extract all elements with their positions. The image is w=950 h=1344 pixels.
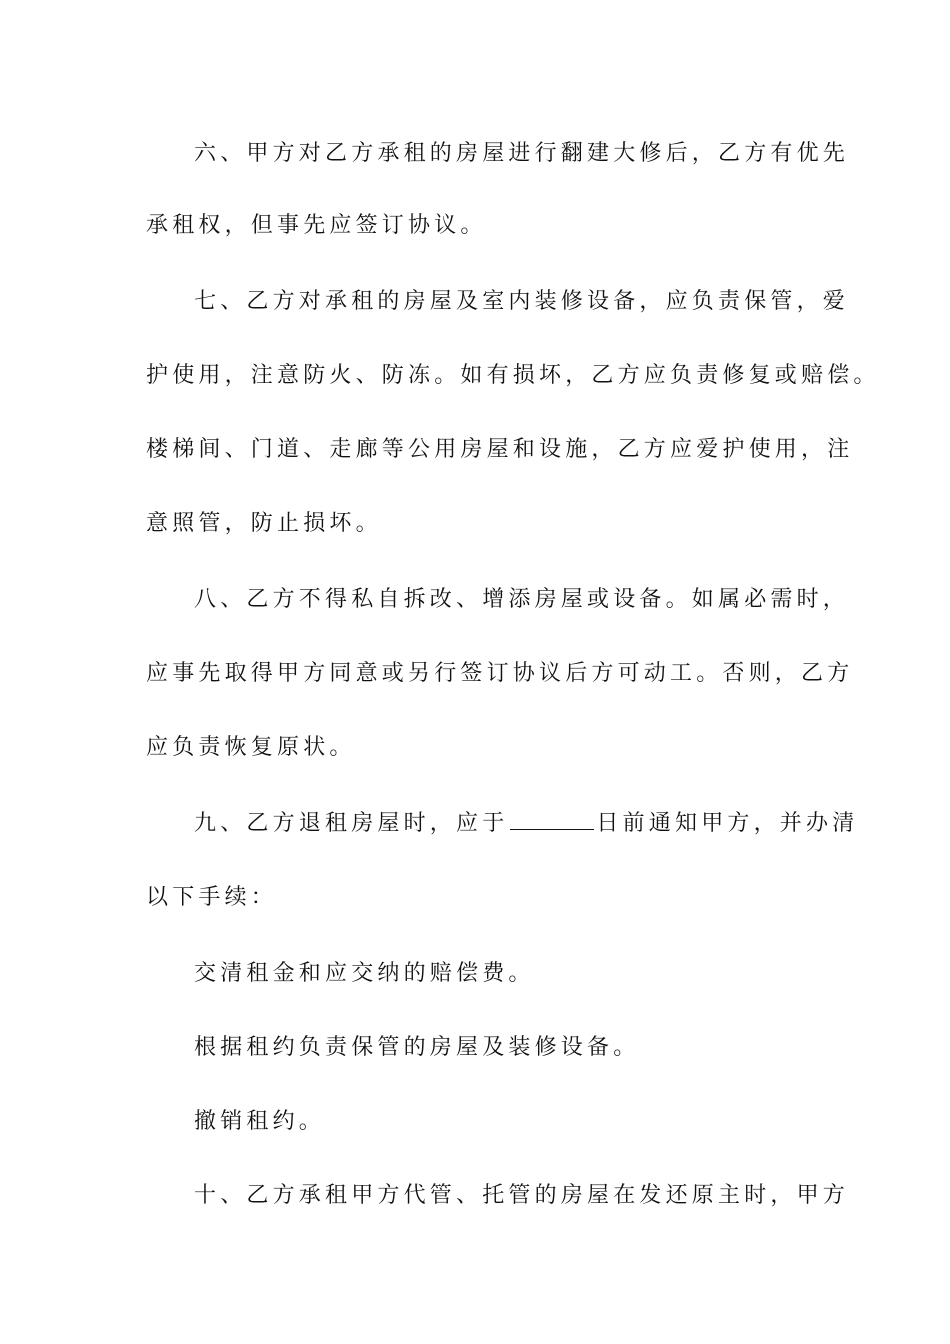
clause-7-line-4: 意照管，防止损坏。 [146,511,382,536]
procedure-item-3: 撤销租约。 [194,1109,326,1134]
clause-9-line-1 [194,806,874,842]
clause-9-line-2: 以下手续： [146,885,278,910]
fill-in-blank [510,809,594,830]
procedure-item-1: 交清租金和应交纳的赔偿费。 [194,961,535,986]
procedure-item-2: 根据租约负责保管的房屋及装修设备。 [194,1035,640,1060]
clause-10-line-1: 十、乙方承租甲方代管、托管的房屋在发还原主时，甲方 [194,1183,850,1208]
clause-9-text-before-blank: 九、乙方退租房屋时，应于 [194,811,509,836]
clause-7-line-2: 护使用，注意防火、防冻。如有损坏，乙方应负责修复或赔偿。 [146,363,880,388]
clause-8-line-3: 应负责恢复原状。 [146,735,356,760]
clause-7-line-1: 七、乙方对承租的房屋及室内装修设备，应负责保管，爱 [194,289,850,314]
clause-9-text-after-blank: 日前通知甲方，并办清 [596,811,859,836]
clause-6-line-1: 六、甲方对乙方承租的房屋进行翻建大修后，乙方有优先 [194,141,850,166]
clause-8-line-2: 应事先取得甲方同意或另行签订协议后方可动工。否则，乙方 [146,661,854,686]
clause-7-line-3: 楼梯间、门道、走廊等公用房屋和设施，乙方应爱护使用，注 [146,437,854,462]
clause-6-line-2: 承租权，但事先应签订协议。 [146,213,487,238]
clause-8-line-1: 八、乙方不得私自拆改、增添房屋或设备。如属必需时， [194,587,850,612]
